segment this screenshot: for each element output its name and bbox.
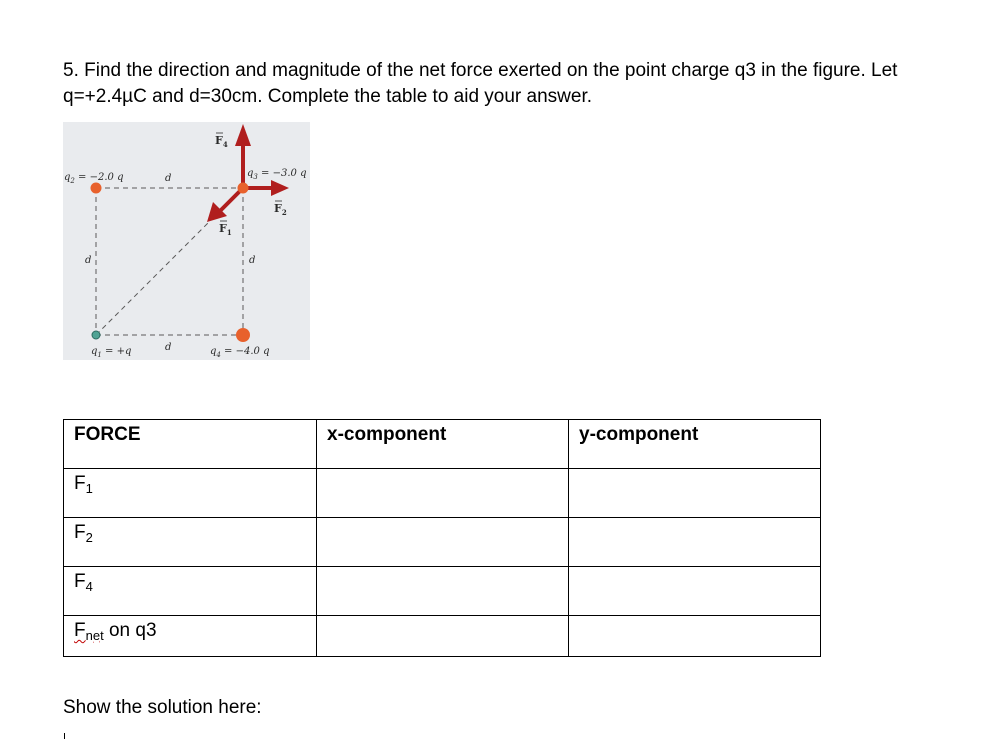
f4-label-sub: 4 (222, 140, 228, 149)
header-force: FORCE (64, 420, 317, 469)
q1-label-value: = +q (101, 346, 132, 357)
table-row-f1 (64, 469, 821, 518)
q4-label-value: = −4.0 q (220, 346, 270, 357)
q2-label-value: = −2.0 q (74, 172, 124, 183)
force-table (63, 419, 821, 657)
f2-sub: 2 (85, 530, 93, 545)
fnet-letter-sub (74, 620, 104, 641)
cell-f1-label (64, 469, 317, 518)
fnet-letter: F (74, 620, 86, 641)
header-x-component: x-component (317, 420, 569, 469)
q4-label-sub: 4 (216, 351, 221, 359)
cell-fnet-x[interactable] (317, 616, 569, 657)
cell-fnet-label (64, 616, 317, 657)
cell-fnet-y[interactable] (569, 616, 821, 657)
q3-charge (238, 183, 249, 194)
charge-diagram-svg (63, 122, 310, 360)
cell-f1-y[interactable] (569, 469, 821, 518)
table-row-f4 (64, 567, 821, 616)
cell-f4-label (64, 567, 317, 616)
diagram-background (63, 122, 310, 360)
charge-diagram (63, 122, 310, 360)
q4-charge (236, 328, 250, 342)
d-label-right: d (249, 255, 256, 266)
cell-f2-label (64, 518, 317, 567)
f2-letter: F (74, 522, 86, 543)
f1-letter: F (74, 473, 86, 494)
table-row-f2 (64, 518, 821, 567)
cell-f2-x[interactable] (317, 518, 569, 567)
fnet-suffix: on q3 (103, 620, 157, 641)
cell-f2-y[interactable] (569, 518, 821, 567)
f2-label-sub: 2 (281, 208, 287, 217)
q2-label-sub: 2 (70, 177, 75, 185)
f1-label-sub: 1 (226, 228, 232, 237)
f4-label-letter: F (215, 134, 223, 147)
f1-label-letter: F (219, 222, 227, 235)
q2-label-letter: q (64, 172, 71, 183)
d-label-left: d (85, 255, 92, 266)
d-label-bottom: d (165, 342, 172, 353)
q4-label-letter: q (210, 346, 217, 357)
q3-label-letter: q (247, 168, 254, 179)
f2-label-letter: F (274, 202, 282, 215)
cell-f4-y[interactable] (569, 567, 821, 616)
q1-charge (92, 331, 100, 339)
solution-prompt: Show the solution here: (63, 697, 262, 718)
text-cursor[interactable] (64, 733, 65, 739)
q1-label-sub: 1 (97, 351, 102, 359)
q2-charge (91, 183, 102, 194)
question-text: 5. Find the direction and magnitude of the net force exerted on the point charge q3 in the figure. Let q=+2.4µC and d=30cm. Complete the table to aid your answer. (63, 60, 898, 107)
q1-label-letter: q (91, 346, 98, 357)
fnet-sub: net (85, 628, 104, 643)
d-label-top: d (165, 173, 172, 184)
cell-f1-x[interactable] (317, 469, 569, 518)
table-row-fnet (64, 616, 821, 657)
q3-label-sub: 3 (253, 173, 258, 181)
header-y-component: y-component (569, 420, 821, 469)
cell-f4-x[interactable] (317, 567, 569, 616)
f4-letter: F (74, 571, 86, 592)
f4-sub: 4 (85, 579, 93, 594)
table-header-row (64, 420, 821, 469)
f1-sub: 1 (85, 481, 93, 496)
q3-label-value: = −3.0 q (257, 168, 307, 179)
